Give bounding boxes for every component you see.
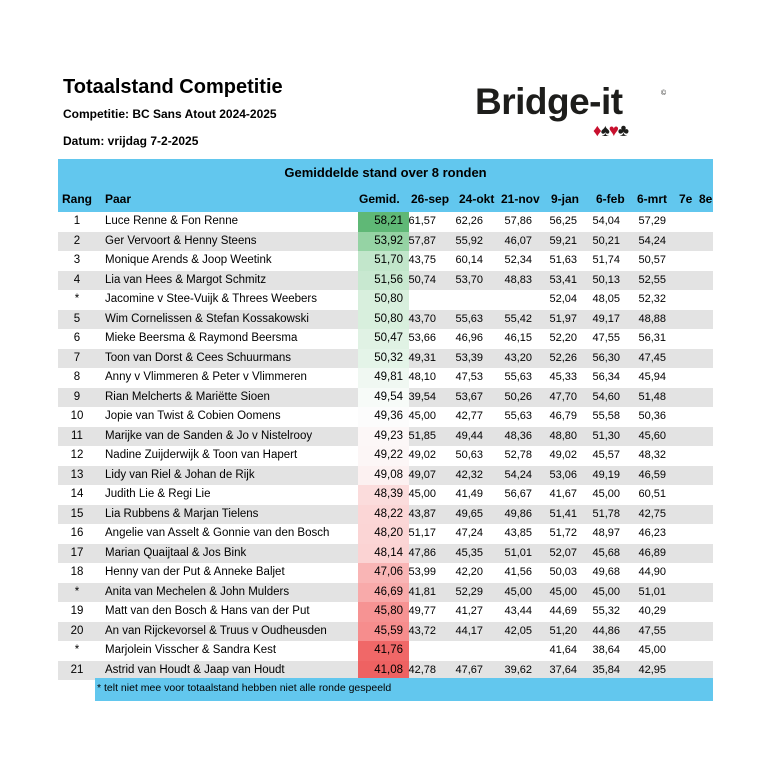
- rank-cell: 6: [73, 332, 81, 344]
- score-cell: 45,33: [549, 371, 577, 383]
- table-row: [58, 466, 713, 486]
- score-cell: 45,00: [592, 488, 620, 500]
- score-cell: 51,72: [549, 527, 577, 539]
- table-row: [58, 329, 713, 349]
- average-cell: 41,08: [374, 663, 403, 676]
- pair-cell: Marijke van de Sanden & Jo v Nistelrooy: [105, 429, 313, 442]
- score-cell: 52,55: [638, 273, 666, 286]
- score-cell: 49,31: [408, 351, 436, 364]
- page-title: Totaalstand Competitie: [63, 76, 283, 98]
- pair-cell: Henny van der Put & Anneke Baljet: [105, 566, 285, 578]
- score-cell: 48,36: [504, 429, 532, 442]
- score-cell: 62,26: [455, 215, 483, 227]
- score-cell: 50,26: [504, 390, 532, 403]
- col-9-jan: 9-jan: [551, 192, 580, 206]
- col-6-feb: 6-feb: [596, 192, 625, 206]
- col-6-mrt: 6-mrt: [637, 192, 668, 206]
- table-row: [58, 427, 713, 447]
- score-cell: 51,78: [592, 507, 620, 520]
- score-cell: 48,32: [638, 449, 666, 461]
- rank-cell: 15: [70, 507, 84, 520]
- date-label: Datum: vrijdag 7-2-2025: [63, 134, 199, 148]
- score-cell: 51,85: [408, 429, 436, 442]
- score-cell: 53,06: [549, 468, 577, 481]
- score-cell: 45,00: [408, 488, 436, 500]
- pair-cell: Judith Lie & Regi Lie: [105, 488, 211, 500]
- table-row: [58, 290, 713, 310]
- score-cell: 42,20: [455, 566, 483, 578]
- score-cell: 57,86: [504, 215, 532, 227]
- score-cell: [396, 641, 436, 661]
- table-row: [58, 271, 713, 291]
- score-cell: 46,89: [638, 546, 666, 559]
- score-cell: [492, 290, 532, 310]
- score-cell: 41,27: [455, 605, 483, 617]
- score-cell: 47,55: [638, 624, 666, 637]
- table-row: [58, 524, 713, 544]
- score-cell: 49,07: [408, 468, 436, 481]
- score-cell: 59,21: [549, 234, 577, 247]
- score-cell: 53,41: [549, 273, 577, 286]
- average-cell: 48,22: [374, 507, 403, 520]
- score-cell: 45,00: [638, 644, 666, 656]
- score-cell: 60,51: [638, 488, 666, 500]
- score-cell: 49,02: [549, 449, 577, 461]
- score-cell: 48,83: [504, 273, 532, 286]
- score-cell: 51,01: [504, 546, 532, 559]
- score-cell: 46,96: [455, 332, 483, 344]
- score-cell: 56,31: [638, 332, 666, 344]
- rank-cell: 19: [70, 605, 84, 617]
- table-row: [58, 544, 713, 564]
- pair-cell: Monique Arends & Joop Weetink: [105, 254, 272, 266]
- rank-cell: 13: [70, 468, 84, 481]
- score-cell: 51,74: [592, 254, 620, 266]
- score-cell: 47,24: [455, 527, 483, 539]
- logo-text: Bridge-it: [475, 81, 623, 122]
- pair-cell: Jacomine v Stee-Vuijk & Threes Weebers: [105, 293, 317, 305]
- score-cell: 45,00: [408, 410, 436, 422]
- score-cell: 51,48: [638, 390, 666, 403]
- score-cell: 35,84: [592, 663, 620, 676]
- col-average: Gemid.: [359, 192, 400, 206]
- rank-cell: 20: [70, 624, 84, 637]
- score-cell: 42,32: [455, 468, 483, 481]
- score-cell: 56,25: [549, 215, 577, 227]
- score-cell: 49,17: [592, 312, 620, 325]
- score-cell: 37,64: [549, 663, 577, 676]
- table-row: [58, 602, 713, 622]
- col-8e: 8e: [699, 192, 713, 206]
- score-cell: 44,90: [638, 566, 666, 578]
- rank-cell: 18: [70, 566, 84, 578]
- score-cell: 51,17: [408, 527, 436, 539]
- average-cell: 45,80: [374, 605, 403, 617]
- score-cell: 46,15: [504, 332, 532, 344]
- average-cell: 49,23: [374, 429, 403, 442]
- average-cell: 49,22: [374, 449, 403, 461]
- score-cell: 45,68: [592, 546, 620, 559]
- rank-cell: 14: [70, 488, 84, 500]
- score-cell: 41,49: [455, 488, 483, 500]
- score-cell: 51,20: [549, 624, 577, 637]
- score-cell: 52,04: [549, 293, 577, 305]
- score-cell: 48,97: [592, 527, 620, 539]
- average-cell: 50,47: [374, 332, 403, 344]
- score-cell: 52,26: [549, 351, 577, 364]
- score-cell: [396, 290, 436, 310]
- col-26-sep: 26-sep: [411, 192, 450, 206]
- table-row: [58, 349, 713, 369]
- score-cell: 57,87: [408, 234, 436, 247]
- table-row: [58, 505, 713, 525]
- pair-cell: Luce Renne & Fon Renne: [105, 215, 238, 227]
- score-cell: 51,30: [592, 429, 620, 442]
- average-cell: 49,36: [374, 410, 403, 422]
- pair-cell: Rian Melcherts & Mariëtte Sioen: [105, 390, 270, 403]
- score-cell: 55,63: [504, 410, 532, 422]
- score-cell: 45,00: [592, 585, 620, 598]
- rank-cell: 5: [73, 312, 81, 325]
- score-cell: 46,07: [504, 234, 532, 247]
- score-cell: 49,44: [455, 429, 483, 442]
- rank-cell: 12: [70, 449, 84, 461]
- table-row: [58, 622, 713, 642]
- score-cell: 40,29: [638, 605, 666, 617]
- score-cell: [492, 641, 532, 661]
- score-cell: 55,32: [592, 605, 620, 617]
- pair-cell: An van Rijckevorsel & Truus v Oudheusden: [105, 624, 327, 637]
- score-cell: 55,63: [455, 312, 483, 325]
- score-cell: 41,64: [549, 644, 577, 656]
- table-row: [58, 583, 713, 603]
- score-cell: 50,74: [408, 273, 436, 286]
- score-cell: 51,41: [549, 507, 577, 520]
- score-cell: 52,34: [504, 254, 532, 266]
- rank-cell: *: [74, 585, 80, 598]
- average-cell: 58,21: [374, 215, 403, 227]
- score-cell: 53,99: [408, 566, 436, 578]
- rank-cell: 11: [71, 429, 83, 442]
- score-cell: 44,86: [592, 624, 620, 637]
- score-cell: 43,72: [408, 624, 436, 637]
- score-cell: 39,54: [408, 390, 436, 403]
- bridge-it-logo: [475, 82, 675, 142]
- average-cell: 49,54: [374, 390, 403, 403]
- score-cell: [443, 641, 483, 661]
- score-cell: 42,77: [455, 410, 483, 422]
- score-cell: 52,20: [549, 332, 577, 344]
- table-row: [58, 232, 713, 252]
- pair-cell: Matt van den Bosch & Hans van der Put: [105, 605, 310, 617]
- score-cell: 48,10: [408, 371, 436, 383]
- score-cell: 41,56: [504, 566, 532, 578]
- score-cell: 45,00: [549, 585, 577, 598]
- rank-cell: 9: [73, 390, 81, 403]
- table-row: [58, 251, 713, 271]
- average-cell: 45,59: [374, 624, 403, 637]
- score-cell: 44,17: [455, 624, 483, 637]
- pair-cell: Lia Rubbens & Marjan Tielens: [105, 507, 259, 520]
- score-cell: 47,55: [592, 332, 620, 344]
- score-cell: 45,35: [455, 546, 483, 559]
- table-row: [58, 212, 713, 232]
- pair-cell: Marjolein Visscher & Sandra Kest: [105, 644, 277, 656]
- score-cell: 47,45: [638, 351, 666, 364]
- score-cell: 42,78: [408, 663, 436, 676]
- pair-cell: Lidy van Riel & Johan de Rijk: [105, 468, 255, 481]
- score-cell: 52,78: [504, 449, 532, 461]
- rank-cell: 7: [73, 351, 81, 364]
- score-cell: 50,36: [638, 410, 666, 422]
- score-cell: 50,21: [592, 234, 620, 247]
- table-row: [58, 485, 713, 505]
- rank-cell: 10: [70, 410, 84, 422]
- score-cell: 53,39: [455, 351, 483, 364]
- score-cell: 43,75: [408, 254, 436, 266]
- score-cell: 52,07: [549, 546, 577, 559]
- score-cell: 55,58: [592, 410, 620, 422]
- score-cell: 41,81: [408, 585, 436, 598]
- score-cell: 48,80: [549, 429, 577, 442]
- score-cell: 52,32: [638, 293, 666, 305]
- score-cell: 54,24: [504, 468, 532, 481]
- rank-cell: 8: [73, 371, 81, 383]
- score-cell: 60,14: [455, 254, 483, 266]
- score-cell: 51,01: [638, 585, 666, 598]
- average-cell: 41,76: [374, 644, 403, 656]
- table-row: [58, 407, 713, 427]
- table-row: [58, 446, 713, 466]
- score-cell: 49,02: [408, 449, 436, 461]
- average-cell: 46,69: [374, 585, 403, 598]
- score-cell: 56,34: [592, 371, 620, 383]
- score-cell: 43,44: [504, 605, 532, 617]
- score-cell: 47,70: [549, 390, 577, 403]
- col-pair: Paar: [105, 192, 132, 206]
- score-cell: 42,75: [638, 507, 666, 520]
- col-rank: Rang: [62, 192, 92, 206]
- score-cell: 55,92: [455, 234, 483, 247]
- score-cell: 53,66: [408, 332, 436, 344]
- table-row: [58, 641, 713, 661]
- table-row: [58, 388, 713, 408]
- pair-cell: Wim Cornelissen & Stefan Kossakowski: [105, 312, 309, 325]
- col-24-okt: 24-okt: [459, 192, 495, 206]
- score-cell: 51,63: [549, 254, 577, 266]
- score-cell: 41,67: [549, 488, 577, 500]
- col-21-nov: 21-nov: [501, 192, 540, 206]
- pair-cell: Anny v Vlimmeren & Peter v Vlimmeren: [105, 371, 307, 383]
- score-cell: 38,64: [592, 644, 620, 656]
- average-cell: 49,08: [374, 468, 403, 481]
- score-cell: 49,77: [408, 605, 436, 617]
- score-cell: 61,57: [408, 215, 436, 227]
- rank-cell: 2: [73, 234, 81, 247]
- score-cell: 54,24: [638, 234, 666, 247]
- average-cell: 51,70: [374, 254, 403, 266]
- score-cell: 45,57: [592, 449, 620, 461]
- score-cell: 43,87: [408, 507, 436, 520]
- score-cell: 42,95: [638, 663, 666, 676]
- score-cell: 50,63: [455, 449, 483, 461]
- table-header: [58, 186, 713, 212]
- score-cell: 43,20: [504, 351, 532, 364]
- score-cell: 55,42: [504, 312, 532, 325]
- col-7e: 7e: [679, 192, 693, 206]
- score-cell: 42,05: [504, 624, 532, 637]
- score-cell: 53,67: [455, 390, 483, 403]
- score-cell: 46,59: [638, 468, 666, 481]
- score-cell: 49,68: [592, 566, 620, 578]
- average-cell: 48,14: [374, 546, 403, 559]
- pair-cell: Marian Quaijtaal & Jos Bink: [105, 546, 247, 559]
- average-cell: 50,32: [374, 351, 403, 364]
- pair-cell: Lia van Hees & Margot Schmitz: [105, 273, 267, 286]
- score-cell: 43,85: [504, 527, 532, 539]
- score-cell: 45,94: [638, 371, 666, 383]
- score-cell: 46,23: [638, 527, 666, 539]
- score-cell: 50,57: [638, 254, 666, 266]
- rank-cell: 17: [70, 546, 84, 559]
- average-banner: Gemiddelde stand over 8 ronden: [58, 159, 713, 186]
- score-cell: 50,13: [592, 273, 620, 286]
- score-cell: 56,67: [504, 488, 532, 500]
- card-suits-icon: ♦♠♥♣: [593, 121, 628, 140]
- pair-cell: Nadine Zuijderwijk & Toon van Hapert: [105, 449, 298, 461]
- score-cell: 56,30: [592, 351, 620, 364]
- average-cell: 48,20: [374, 527, 403, 539]
- average-cell: 51,56: [374, 273, 403, 286]
- score-cell: 49,65: [455, 507, 483, 520]
- rank-cell: 16: [70, 527, 84, 539]
- score-cell: 47,67: [455, 663, 483, 676]
- average-cell: 50,80: [374, 293, 403, 305]
- table-row: [58, 368, 713, 388]
- rank-cell: 1: [73, 215, 81, 227]
- score-cell: 49,86: [504, 507, 532, 520]
- pair-cell: Anita van Mechelen & John Mulders: [105, 585, 290, 598]
- average-cell: 47,06: [374, 566, 403, 578]
- score-cell: 44,69: [549, 605, 577, 617]
- pair-cell: Jopie van Twist & Cobien Oomens: [105, 410, 281, 422]
- score-cell: 57,29: [638, 215, 666, 227]
- pair-cell: Ger Vervoort & Henny Steens: [105, 234, 257, 247]
- pair-cell: Mieke Beersma & Raymond Beersma: [105, 332, 298, 344]
- rank-cell: 21: [70, 663, 84, 676]
- score-cell: 45,60: [638, 429, 666, 442]
- pair-cell: Astrid van Houdt & Jaap van Houdt: [105, 663, 285, 676]
- average-cell: 48,39: [374, 488, 403, 500]
- score-cell: 47,53: [455, 371, 483, 383]
- table-row: [58, 563, 713, 583]
- score-cell: 54,60: [592, 390, 620, 403]
- score-cell: 54,04: [592, 215, 620, 227]
- competition-label: Competitie: BC Sans Atout 2024-2025: [63, 107, 277, 121]
- rank-cell: 4: [73, 273, 81, 286]
- score-cell: 53,70: [455, 273, 483, 286]
- score-cell: 52,29: [455, 585, 483, 598]
- score-cell: 39,62: [504, 663, 532, 676]
- registered-icon: ©: [661, 90, 667, 97]
- rank-cell: *: [74, 644, 80, 656]
- score-cell: 43,70: [408, 312, 436, 325]
- pair-cell: Toon van Dorst & Cees Schuurmans: [105, 351, 292, 364]
- score-cell: 46,79: [549, 410, 577, 422]
- score-cell: 48,05: [592, 293, 620, 305]
- rank-cell: 3: [73, 254, 81, 266]
- score-cell: 50,03: [549, 566, 577, 578]
- average-cell: 50,80: [374, 312, 403, 325]
- rank-cell: *: [74, 293, 80, 305]
- score-cell: 51,97: [549, 312, 577, 325]
- pair-cell: Angelie van Asselt & Gonnie van den Bosch: [105, 527, 330, 539]
- table-row: [58, 310, 713, 330]
- score-cell: 49,19: [592, 468, 620, 481]
- average-cell: 49,81: [374, 371, 403, 383]
- average-cell: 53,92: [374, 234, 403, 247]
- score-cell: 47,86: [408, 546, 436, 559]
- score-cell: 45,00: [504, 585, 532, 598]
- score-cell: 48,88: [638, 312, 666, 325]
- score-cell: 55,63: [504, 371, 532, 383]
- score-cell: [443, 290, 483, 310]
- footnote: * telt niet mee voor totaalstand hebben niet alle ronde gespeeld: [95, 678, 713, 701]
